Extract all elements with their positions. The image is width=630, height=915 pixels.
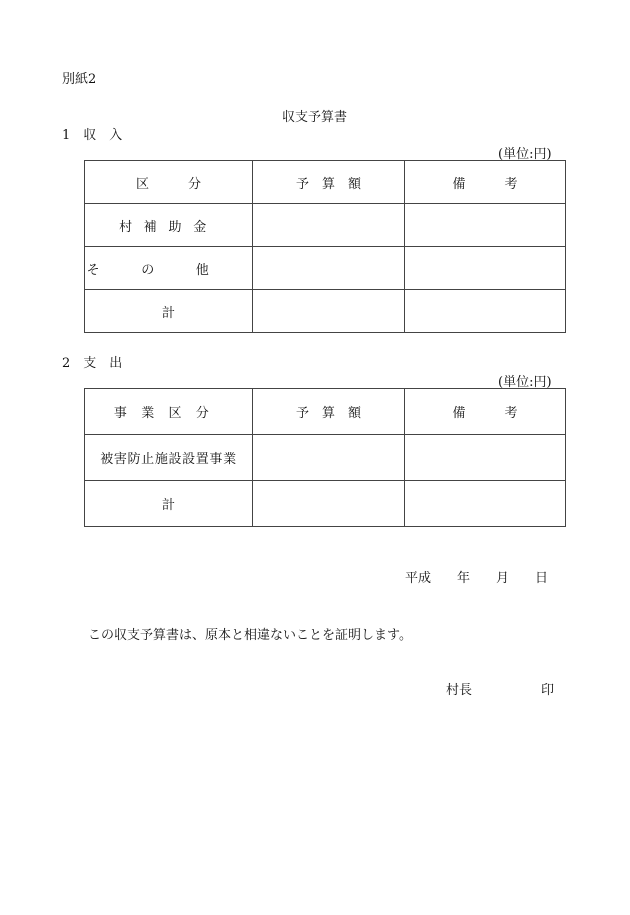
expense-header-remarks: 備 考 [405,389,566,435]
table-row [85,290,566,333]
income-total-budget [253,290,405,333]
attachment-label: 別紙2 [62,72,97,87]
expense-table [84,388,566,527]
certification-text: この収支予算書は、原本と相違ないことを証明します。 [88,628,412,643]
income-heading: 1 収 入 [62,128,123,143]
seal-mark: 印 [541,683,555,698]
date-line: 平成 年 月 日 [405,571,549,586]
table-row [85,435,566,481]
expense-row-budget [253,435,405,481]
expense-heading: 2 支 出 [62,356,123,371]
expense-total-label: 計 [85,481,253,527]
table-row [85,481,566,527]
document-title: 収支予算書 [282,110,348,125]
income-row-label: その他 [85,247,253,290]
expense-row-remarks [405,435,566,481]
income-row-label: 村補助金 [85,204,253,247]
signature-name-label: 村長 [446,683,473,698]
table-row [85,247,566,290]
income-row-remarks [405,204,566,247]
income-header-category: 区 分 [85,161,253,204]
expense-header-row [85,389,566,435]
expense-header-category: 事業区分 [85,389,253,435]
income-total-remarks [405,290,566,333]
expense-total-budget [253,481,405,527]
income-header-budget: 予 算 額 [253,161,405,204]
income-table [84,160,566,333]
income-unit: (単位:円) [498,147,552,162]
expense-total-remarks [405,481,566,527]
income-row-remarks [405,247,566,290]
table-row [85,204,566,247]
income-row-budget [253,204,405,247]
expense-unit: (単位:円) [498,375,552,390]
income-header-row [85,161,566,204]
income-row-budget [253,247,405,290]
income-total-label: 計 [85,290,253,333]
income-header-remarks: 備 考 [405,161,566,204]
expense-row-label: 被害防止施設設置事業 [85,435,253,481]
expense-header-budget: 予 算 額 [253,389,405,435]
